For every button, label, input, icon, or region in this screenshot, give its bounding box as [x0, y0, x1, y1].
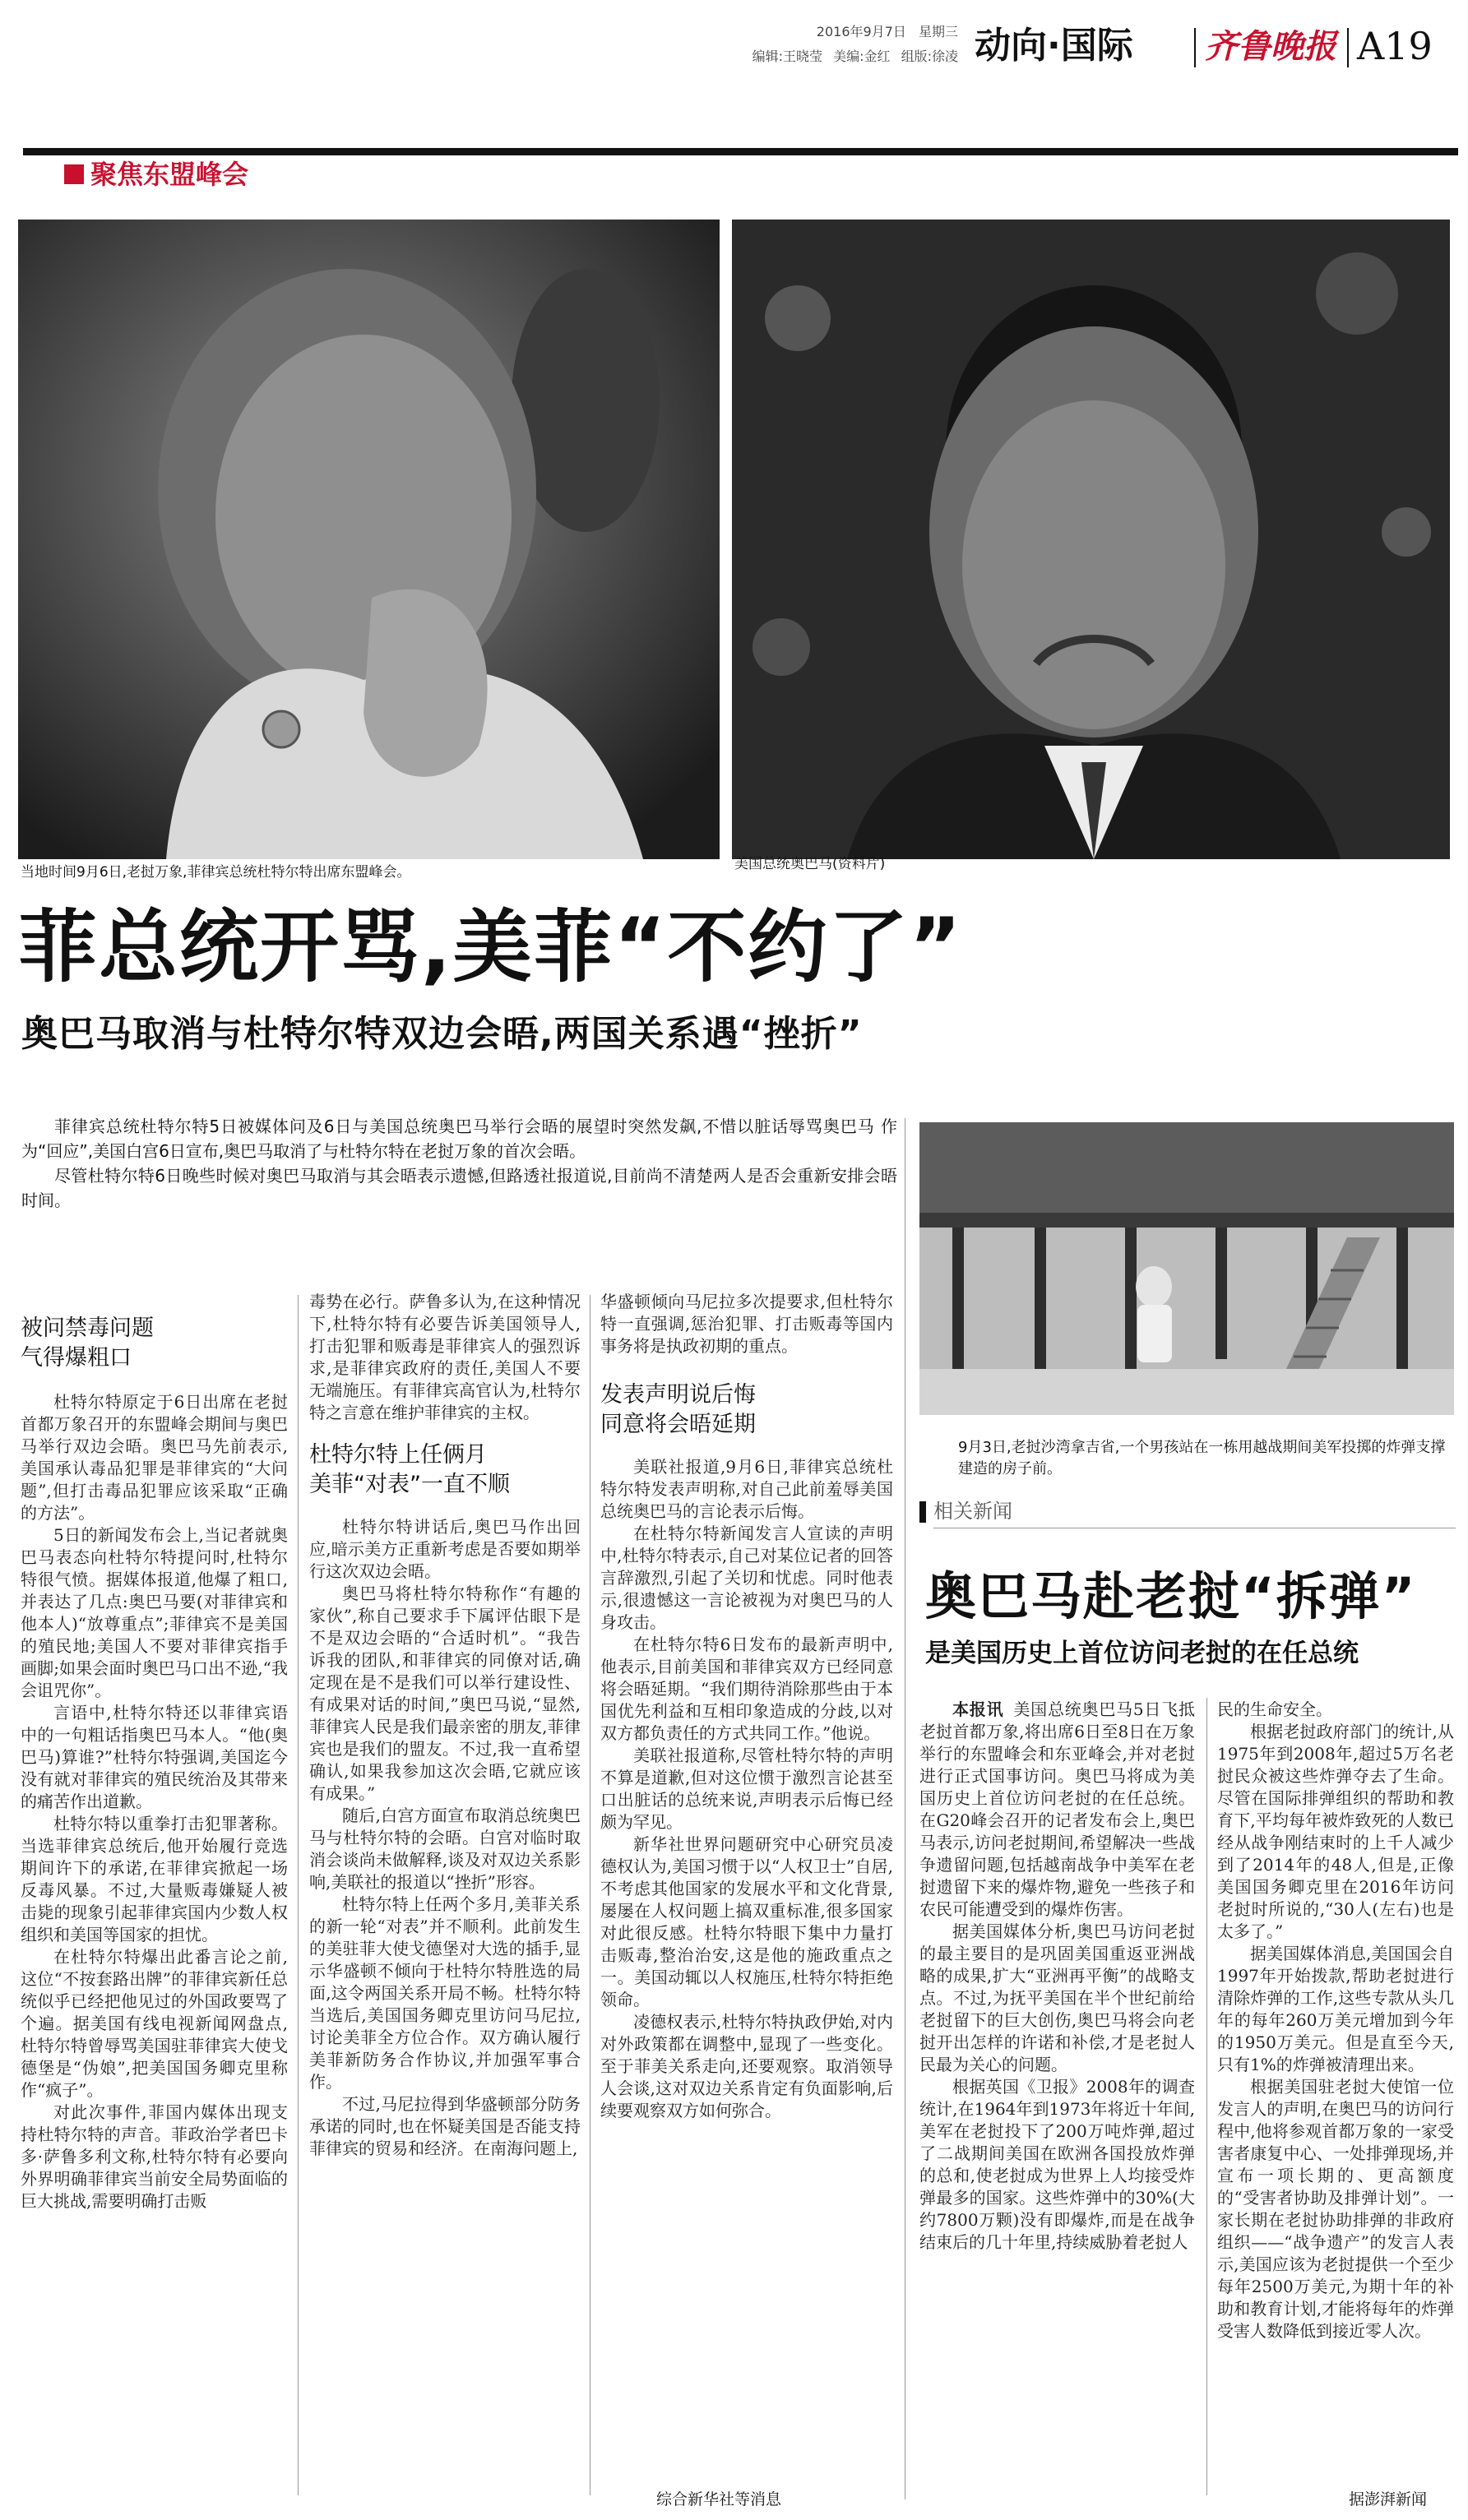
paragraph: 凌德权表示,杜特尔特执政伊始,对内对外政策都在调整中,显现了一些变化。至于菲美关系走向,还要观察。取消领导人会谈,这对双边关系肯定有负面影响,后续要观察双方如何弥合。	[600, 2012, 893, 2120]
col3-body-a	[600, 1291, 893, 1357]
main-subheadline: 奥巴马取消与杜特尔特双边会晤,两国关系遇“挫折”	[21, 1013, 863, 1055]
paragraph: 毒势在必行。萨鲁多认为,在这种情况下,杜特尔特有必要告诉美国领导人,打击犯罪和贩毒是菲律宾人的强烈诉求,是菲律宾政府的责任,美国人不要无端施压。有菲律宾高官认为,杜特尔特之言意在维护菲律宾的主权。	[309, 1292, 581, 1422]
lead-paragraphs	[21, 1114, 897, 1213]
related-news-label: 相关新闻	[933, 1500, 1012, 1523]
header-divider-2	[1347, 28, 1349, 67]
subhead-line: 气得爆粗口	[21, 1345, 132, 1371]
paragraph: 美联社报道称,尽管杜特尔特的声明不算是道歉,但对这位惯于激烈言论甚至口出脏话的总统来说,声明表示后悔已经颇为罕见。	[600, 1746, 893, 1832]
section-tag: 聚焦东盟峰会	[90, 159, 249, 190]
proofreader: 组版:徐凌	[901, 49, 958, 64]
paragraph: 杜特尔特原定于6日出席在老挝首都万象召开的东盟峰会期间与奥巴马举行双边会晤。奥巴马先前表示,美国承认毒品犯罪是菲律宾的“大问题”,但打击毒品犯罪应该采取“正确的方法”。	[21, 1392, 288, 1523]
paragraph: 对此次事件,菲国内媒体出现支持杜特尔特的声音。菲政治学者巴卡多·萨鲁多利文称,杜特尔特有必要向外界明确菲律宾当前安全局势面临的巨大挑战,需要明确打击贩	[21, 2102, 288, 2211]
col3-body-b	[600, 1456, 893, 2122]
paragraph: 杜特尔特讲话后,奥巴马作出回应,暗示美方正重新考虑是否要如期举行这次双边会晤。	[309, 1517, 581, 1581]
paragraph: 在杜特尔特爆出此番言论之前,这位“不按套路出牌”的菲律宾新任总统似乎已经把他见过的外国政要骂了个遍。据美国有线电视新闻网盘点,杜特尔特曾辱骂美国驻菲律宾大使戈德堡是“伪娘”,把美国国务卿克里称作“疯子”。	[21, 1947, 288, 2100]
subhead-line: 发表声明说后悔	[600, 1382, 756, 1408]
paragraph: 据美国媒体分析,奥巴马访问老挝的最主要目的是巩固美国重返亚洲战略的成果,扩大“亚洲再平衡”的战略支点。不过,为抚平美国在半个世纪前给老挝留下的巨大创伤,奥巴马将会向老挝开出怎样的许诺和补偿,才是老挝人民最为关心的问题。	[919, 1921, 1195, 2074]
paragraph: 美国总统奥巴马5日飞抵老挝首都万象,将出席6日至8日在万象举行的东盟峰会和东亚峰会,并对老挝进行正式国事访问。奥巴马将成为美国历史上首位访问老挝的在任总统。在G20峰会召开的记者发布会上,奥巴马表示,访问老挝期间,希望解决一些战争遗留问题,包括越南战争中美军在老挝遗留下来的爆炸物,避免一些孩子和农民可能遭受到的爆炸伤害。	[919, 1699, 1195, 1919]
paragraph: 在杜特尔特新闻发言人宣读的声明中,杜特尔特表示,自己对某位记者的回答言辞激烈,引起了关切和忧虑。同时他表示,很遗憾这一言论被视为对奥巴马的人身攻击。	[600, 1524, 893, 1632]
col1-body	[21, 1391, 288, 2213]
main-column-2	[309, 1291, 581, 2160]
lead-paragraph: 菲律宾总统杜特尔特5日被媒体问及6日与美国总统奥巴马举行会晤的展望时突然发飙,不惜以脏话辱骂奥巴马 作为“回应”,美国白宫6日宣布,奥巴马取消了与杜特尔特在老挝万象的首次会晤。	[21, 1117, 897, 1161]
paragraph: 根据美国驻老挝大使馆一位发言人的声明,在奥巴马的访问行程中,他将参观首都万象的一家受害者康复中心、一处排弹现场,并宣布一项长期的、更高额度的“受害者协助及排弹计划”。一家长期在老挝协助排弹的非政府组织——“战争遗产”的发言人表示,美国应该为老挝提供一个至少每年2500万美元,为期十年的补助和教育计划,才能将每年的炸弹受害人数降低到接近零人次。	[1217, 2077, 1454, 2341]
paragraph: 杜特尔特上任两个多月,美菲关系的新一轮“对表”并不顺利。此前发生的美驻菲大使戈德堡对大选的插手,显示华盛顿不倾向于杜特尔特胜选的局面,这令两国关系开局不畅。杜特尔特当选后,美国国务卿克里访问马尼拉,讨论美菲全方位合作。双方确认履行美菲新防务合作协议,并加强军事合作。	[309, 1894, 581, 2092]
tag-square	[64, 164, 84, 184]
column-rule	[1206, 1698, 1207, 2495]
side-credit: 据澎湃新闻	[1349, 2490, 1428, 2508]
paragraph: 5日的新闻发布会上,当记者就奥巴马表态向杜特尔特提问时,杜特尔特很气愤。据媒体报道,他爆了粗口,并表达了几点:奥巴马要(对菲律宾和他本人)“放尊重点”;菲律宾不是美国的殖民地;美国人不要对菲律宾指手画脚;如果会面时奥巴马口出不逊,“我会诅咒你”。	[21, 1525, 288, 1700]
photo-duterte	[18, 220, 720, 859]
photo-laos-house	[919, 1122, 1454, 1415]
subhead-line: 同意将会晤延期	[600, 1412, 756, 1437]
weekday: 星期三	[918, 24, 958, 39]
paragraph: 根据英国《卫报》2008年的调查统计,在1964年到1973年将近十年间,美军在老挝投下了200万吨炸弹,超过了二战期间美国在欧洲各国投放炸弹的总和,使老挝成为世界上人均接受炸弹最多的国家。这些炸弹中的30%(大约7800万颗)没有即爆炸,而是在战争结束后的几十年里,持续威胁着老挝人	[919, 2077, 1195, 2252]
col3-subhead	[600, 1380, 893, 1440]
paragraph: 华盛顿倾向马尼拉多次提要求,但杜特尔特一直强调,惩治犯罪、打击贩毒等国内事务将是执政初期的重点。	[600, 1292, 893, 1356]
photo-caption-right: 美国总统奥巴马(资料片)	[734, 856, 886, 872]
paragraph: 根据老挝政府部门的统计,从1975年到2008年,超过5万名老挝民众被这些炸弹夺去了生命。尽管在国际排弹组织的帮助和教育下,平均每年被炸致死的人数已经从战争刚结束时的上千人减少到了2014年的48人,但是,正像美国国务卿克里在2016年访问老挝时所说的,“30人(左右)也是太多了。”	[1217, 1722, 1454, 1941]
newspaper-logo: 齐鲁晚报	[1205, 27, 1336, 66]
paragraph: 言语中,杜特尔特还以菲律宾语中的一句粗话指奥巴马本人。“他(奥巴马)算谁?”杜特尔特强调,美国迄今没有就对菲律宾的殖民统治及其带来的痛苦作出道歉。	[21, 1703, 288, 1811]
main-credit: 综合新华社等消息	[656, 2490, 782, 2508]
col2-body-b	[309, 1516, 581, 2160]
photo-obama	[732, 220, 1450, 859]
page-number: A19	[1357, 24, 1433, 68]
section-name: 动向·国际	[975, 25, 1133, 67]
column-rule	[298, 1295, 299, 2495]
subhead-line: 被问禁毒问题	[21, 1315, 154, 1341]
issue-date	[785, 23, 958, 41]
paragraph: 奥巴马将杜特尔特称作“有趣的家伙”,称自己要求手下属评估眼下是不是双边会晤的“合适时机”。“我告诉我的团队,和菲律宾的同僚对话,确定现在是不是我们可以举行建设性、有成果对话的时间,”奥巴马说,“显然,菲律宾人民是我们最亲密的朋友,菲律宾也是我们的盟友。不过,我一直希望确认,如果我参加这次会晤,它就应该有成果。”	[309, 1584, 581, 1803]
paragraph: 随后,白宫方面宣布取消总统奥巴马与杜特尔特的会晤。白宫对临时取消会谈尚未做解释,谈及对双边关系影响,美联社的报道以“挫折”形容。	[309, 1806, 581, 1892]
col2-subhead	[309, 1440, 581, 1500]
editor-credits	[670, 48, 958, 66]
related-marker	[919, 1501, 926, 1523]
subhead-line: 杜特尔特上任俩月	[309, 1442, 487, 1468]
side-headline: 奥巴马赴老挝“拆弹”	[925, 1566, 1417, 1626]
header-divider	[1194, 28, 1196, 67]
main-column-3	[600, 1291, 893, 2122]
byline: 本报讯	[952, 1699, 1004, 1719]
paragraph: 新华社世界问题研究中心研究员凌德权认为,美国习惯于以“人权卫士”自居,不考虑其他国家的发展水平和文化背景,屡屡在人权问题上搞双重标准,很多国家对此很反感。杜特尔特眼下集中力量打击贩毒,整治治安,这是他的施政重点之一。美国动辄以人权施压,杜特尔特拒绝领命。	[600, 1834, 893, 2009]
paragraph: 不过,马尼拉得到华盛顿部分防务承诺的同时,也在怀疑美国是否能支持菲律宾的贸易和经济。在南海问题上,	[309, 2094, 581, 2158]
designer: 美编:金红	[833, 49, 891, 64]
side-subheadline: 是美国历史上首位访问老挝的在任总统	[925, 1639, 1359, 1668]
paragraph: 据美国媒体消息,美国国会自1997年开始拨款,帮助老挝进行清除炸弹的工作,这些专款从头几年的每年260万美元增加到今年的1950万美元。但是直至今天,只有1%的炸弹被清理出来。	[1217, 1944, 1454, 2074]
paragraph: 民的生命安全。	[1217, 1699, 1332, 1719]
main-headline: 菲总统开骂,美菲“不约了”	[18, 901, 963, 993]
col1-subhead	[21, 1314, 288, 1373]
side-column-1	[919, 1699, 1195, 2254]
paragraph: 美联社报道,9月6日,菲律宾总统杜特尔特发表声明称,对自己此前羞辱美国总统奥巴马的言论表示后悔。	[600, 1457, 893, 1521]
top-rule	[23, 148, 1458, 155]
col2-body-a	[309, 1291, 581, 1424]
date: 2016年9月7日	[816, 24, 906, 39]
editor: 编辑:王晓莹	[752, 49, 822, 64]
paragraph: 杜特尔特以重拳打击犯罪著称。当选菲律宾总统后,他开始履行竞选期间许下的承诺,在菲律宾掀起一场反毒风暴。不过,大量贩毒嫌疑人被击毙的现象引起菲律宾国内少数人权组织和美国等国家的担忧。	[21, 1814, 288, 1944]
side-column-2	[1217, 1699, 1454, 2342]
subhead-line: 美菲“对表”一直不顺	[309, 1472, 510, 1497]
paragraph: 在杜特尔特6日发布的最新声明中,他表示,目前美国和菲律宾双方已经同意将会晤延期。“我们期待消除那些由于本国优先利益和互相印象造成的分歧,以对双方都负责任的方式共同工作。”他说。	[600, 1635, 893, 1743]
main-column-1	[21, 1314, 288, 2213]
lead-paragraph: 尽管杜特尔特6日晚些时候对奥巴马取消与其会晤表示遗憾,但路透社报道说,目前尚不清楚两人是否会重新安排会晤时间。	[21, 1166, 897, 1210]
side-photo-caption: 9月3日,老挝沙湾拿吉省,一个男孩站在一栋用越战期间美军投掷的炸弹支撑建造的房子前。	[958, 1439, 1446, 1477]
photo-caption-left: 当地时间9月6日,老挝万象,菲律宾总统杜特尔特出席东盟峰会。	[21, 864, 411, 881]
